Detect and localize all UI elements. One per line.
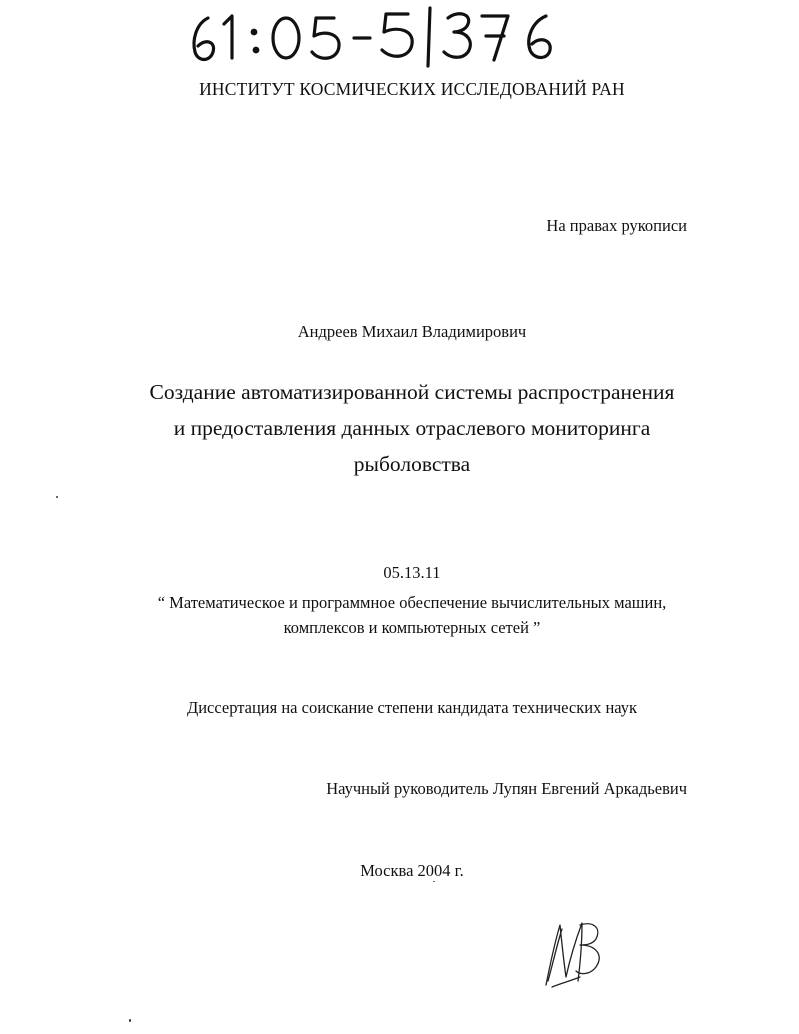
city-and-year: Москва 2004 г.: [360, 861, 464, 880]
specialty-code: 05.13.11: [383, 563, 441, 582]
specialty-name: [0, 590, 799, 640]
dissertation-title: [0, 374, 799, 482]
manuscript-rights-note: На правах рукописи: [546, 216, 687, 235]
title-line: и предоставления данных отраслевого мониторинга: [173, 416, 651, 440]
author-name: Андреев Михаил Владимирович: [297, 322, 527, 341]
title-line: Создание автоматизированной системы распространения: [149, 380, 675, 404]
institute-name: ИНСТИТУТ КОСМИЧЕСКИХ ИССЛЕДОВАНИЙ РАН: [199, 79, 625, 99]
scan-speck: [56, 496, 58, 498]
handwritten-archive-number: [186, 2, 566, 72]
degree-statement: Диссертация на соискание степени кандидата технических наук: [186, 698, 638, 717]
specialty-name-line: “ Математическое и программное обеспечение вычислительных машин,: [157, 593, 667, 612]
scan-speck: [433, 881, 435, 882]
title-line: рыболовства: [353, 452, 471, 476]
handwritten-signature: [540, 915, 610, 990]
scan-speck: [129, 1019, 131, 1022]
scientific-advisor: Научный руководитель Лупян Евгений Аркадьевич: [326, 779, 687, 798]
specialty-name-line: комплексов и компьютерных сетей ”: [283, 618, 541, 637]
